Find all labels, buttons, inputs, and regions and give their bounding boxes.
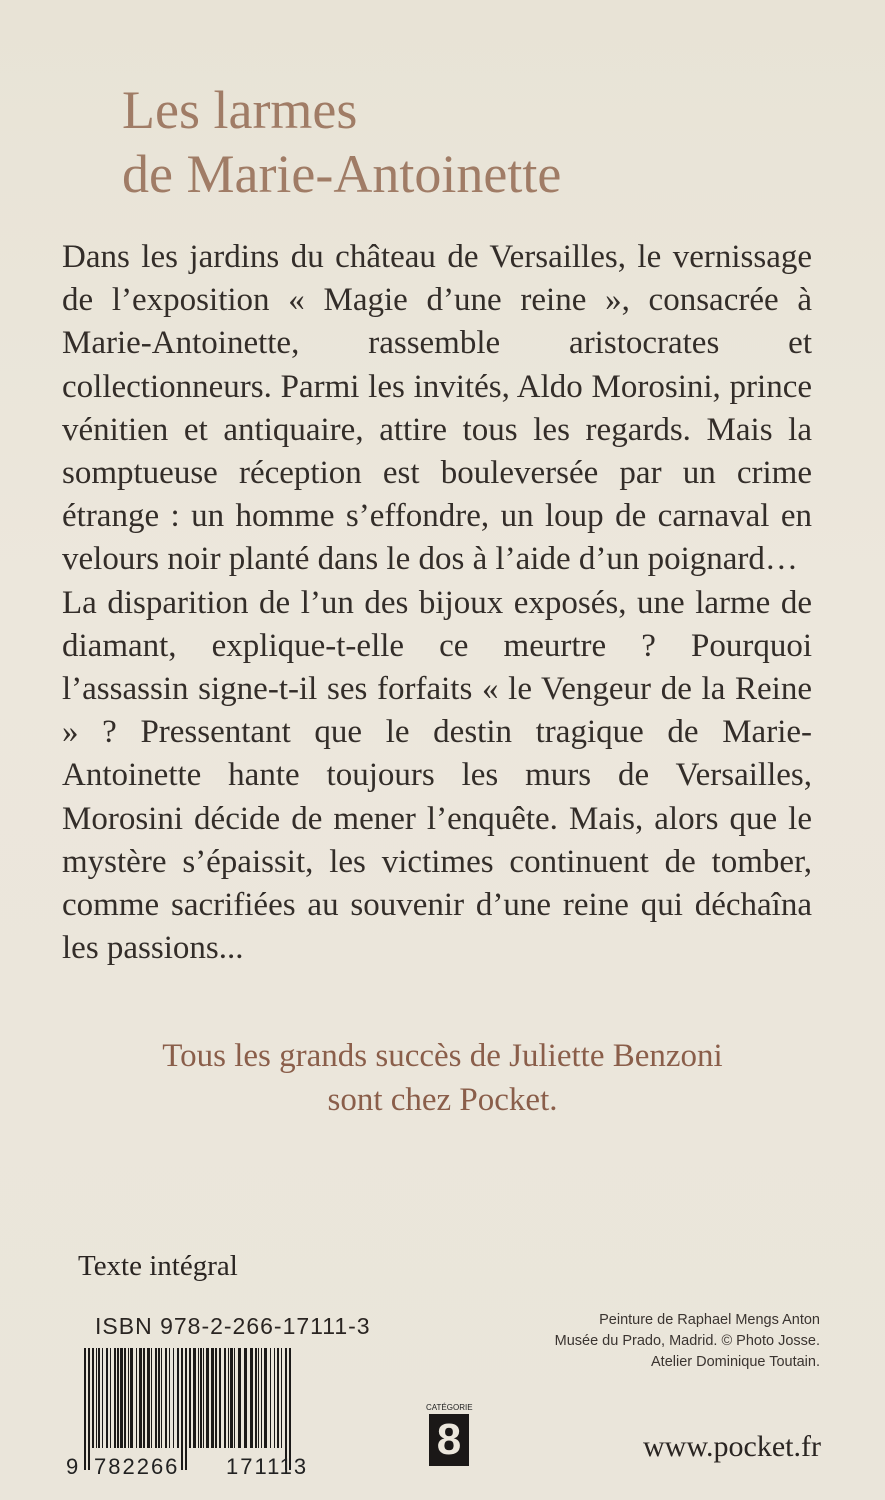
credits-line-1: Peinture de Raphael Mengs Anton <box>599 1312 820 1328</box>
barcode-bar <box>185 1348 187 1470</box>
barcode-bar <box>84 1348 86 1470</box>
barcode-bar <box>124 1348 126 1448</box>
credits-line-3: Atelier Dominique Toutain. <box>651 1354 820 1370</box>
publisher-website: www.pocket.fr <box>643 1430 821 1463</box>
barcode-bar <box>110 1348 111 1448</box>
barcode-bar <box>151 1348 152 1448</box>
synopsis <box>62 236 812 970</box>
barcode-bar <box>130 1348 133 1448</box>
book-title-line-2: de Marie-Antoinette <box>122 144 562 204</box>
barcode-bar <box>206 1348 209 1448</box>
isbn-label: ISBN 978-2-266-17111-3 <box>95 1313 371 1339</box>
barcode-bar <box>98 1348 100 1448</box>
barcode-bar <box>147 1348 150 1448</box>
barcode-bar <box>139 1348 142 1448</box>
barcode-bar <box>158 1348 160 1448</box>
barcode-bar <box>277 1348 279 1448</box>
barcode-bar <box>92 1348 94 1448</box>
credits-line-2: Musée du Prado, Madrid. © Photo Josse. <box>554 1333 820 1349</box>
barcode-bar <box>193 1348 196 1448</box>
barcode <box>60 1348 360 1478</box>
cover-credits <box>420 1310 820 1373</box>
barcode-bar <box>211 1348 214 1448</box>
barcode-bar <box>96 1348 97 1448</box>
category-badge <box>426 1403 472 1466</box>
barcode-bar <box>143 1348 145 1448</box>
barcode-bar <box>234 1348 235 1448</box>
tagline-line-1: Tous les grands succès de Juliette Benzoni <box>162 1038 723 1074</box>
barcode-bar <box>228 1348 229 1448</box>
barcode-digits-right: 171113 <box>226 1454 309 1478</box>
barcode-bar <box>261 1348 262 1448</box>
publisher-tagline <box>0 1034 885 1122</box>
barcode-bar <box>155 1348 157 1448</box>
barcode-bar <box>106 1348 108 1448</box>
barcode-bar <box>289 1348 291 1470</box>
book-title-line-1: Les larmes <box>122 80 358 140</box>
barcode-bar <box>128 1348 129 1448</box>
barcode-bar <box>264 1348 267 1448</box>
tagline-line-2: sont chez Pocket. <box>327 1082 558 1118</box>
barcode-bar <box>169 1348 170 1448</box>
barcode-bar <box>120 1348 123 1448</box>
barcode-bar <box>238 1348 241 1448</box>
barcode-bar <box>281 1348 282 1448</box>
barcode-bar <box>200 1348 202 1448</box>
barcode-bar <box>250 1348 253 1448</box>
barcode-bar <box>255 1348 257 1448</box>
barcode-digits-left: 782266 <box>94 1454 180 1478</box>
barcode-bar <box>270 1348 271 1448</box>
barcode-bar <box>244 1348 247 1448</box>
category-label: CATÉGORIE <box>426 1403 473 1412</box>
barcode-bar <box>173 1348 174 1448</box>
barcode-bar <box>161 1348 162 1448</box>
barcode-bar <box>219 1348 221 1448</box>
barcode-bar <box>230 1348 233 1448</box>
barcode-bar <box>114 1348 116 1448</box>
book-title <box>122 78 561 206</box>
barcode-bar <box>177 1348 179 1448</box>
barcode-bar <box>102 1348 103 1448</box>
barcode-bar <box>181 1348 183 1470</box>
barcode-digit-first: 9 <box>66 1454 79 1478</box>
category-number: 8 <box>429 1414 469 1466</box>
barcode-bar <box>136 1348 137 1448</box>
barcode-bar <box>224 1348 226 1448</box>
barcode-bar <box>165 1348 167 1448</box>
barcode-bar <box>203 1348 204 1448</box>
barcode-bar <box>215 1348 217 1448</box>
barcode-bar <box>189 1348 191 1448</box>
barcode-bars <box>84 1348 291 1470</box>
barcode-bar <box>88 1348 90 1470</box>
barcode-bar <box>274 1348 275 1448</box>
barcode-bar <box>258 1348 259 1448</box>
edition-note: Texte intégral <box>78 1250 238 1282</box>
synopsis-paragraph-1: Dans les jardins du château de Versailles, le vernissage de l’exposition « Magie d’une reine », consacrée à Marie-Antoinette, rassemble aristocrates et collectionneurs. Parmi les invités, Aldo Morosini, prince vénitien et antiquaire, attire tous les regards. Mais la somptueuse réception est bouleversée par un crime étrange : un homme s’effondre, un loup de carnaval en velours noir planté dans le dos à l’aide d’un poignard… <box>62 239 812 578</box>
barcode-bar <box>198 1348 199 1448</box>
synopsis-paragraph-2: La disparition de l’un des bijoux exposés, une larme de diamant, explique-t-elle ce meurtre ? Pourquoi l’assassin signe-t-il ses forfaits « le Vengeur de la Reine » ? Pressentant que le destin tragique de Marie-Antoinette hante toujours les murs de Versailles, Morosini décide de mener l’enquête. Mais, alors que le mystère s’épaissit, les victimes continuent de tomber, comme sacrifiées au souvenir d’une reine qui déchaîna les passions... <box>62 584 812 967</box>
barcode-bar <box>285 1348 287 1470</box>
barcode-bar <box>117 1348 119 1448</box>
